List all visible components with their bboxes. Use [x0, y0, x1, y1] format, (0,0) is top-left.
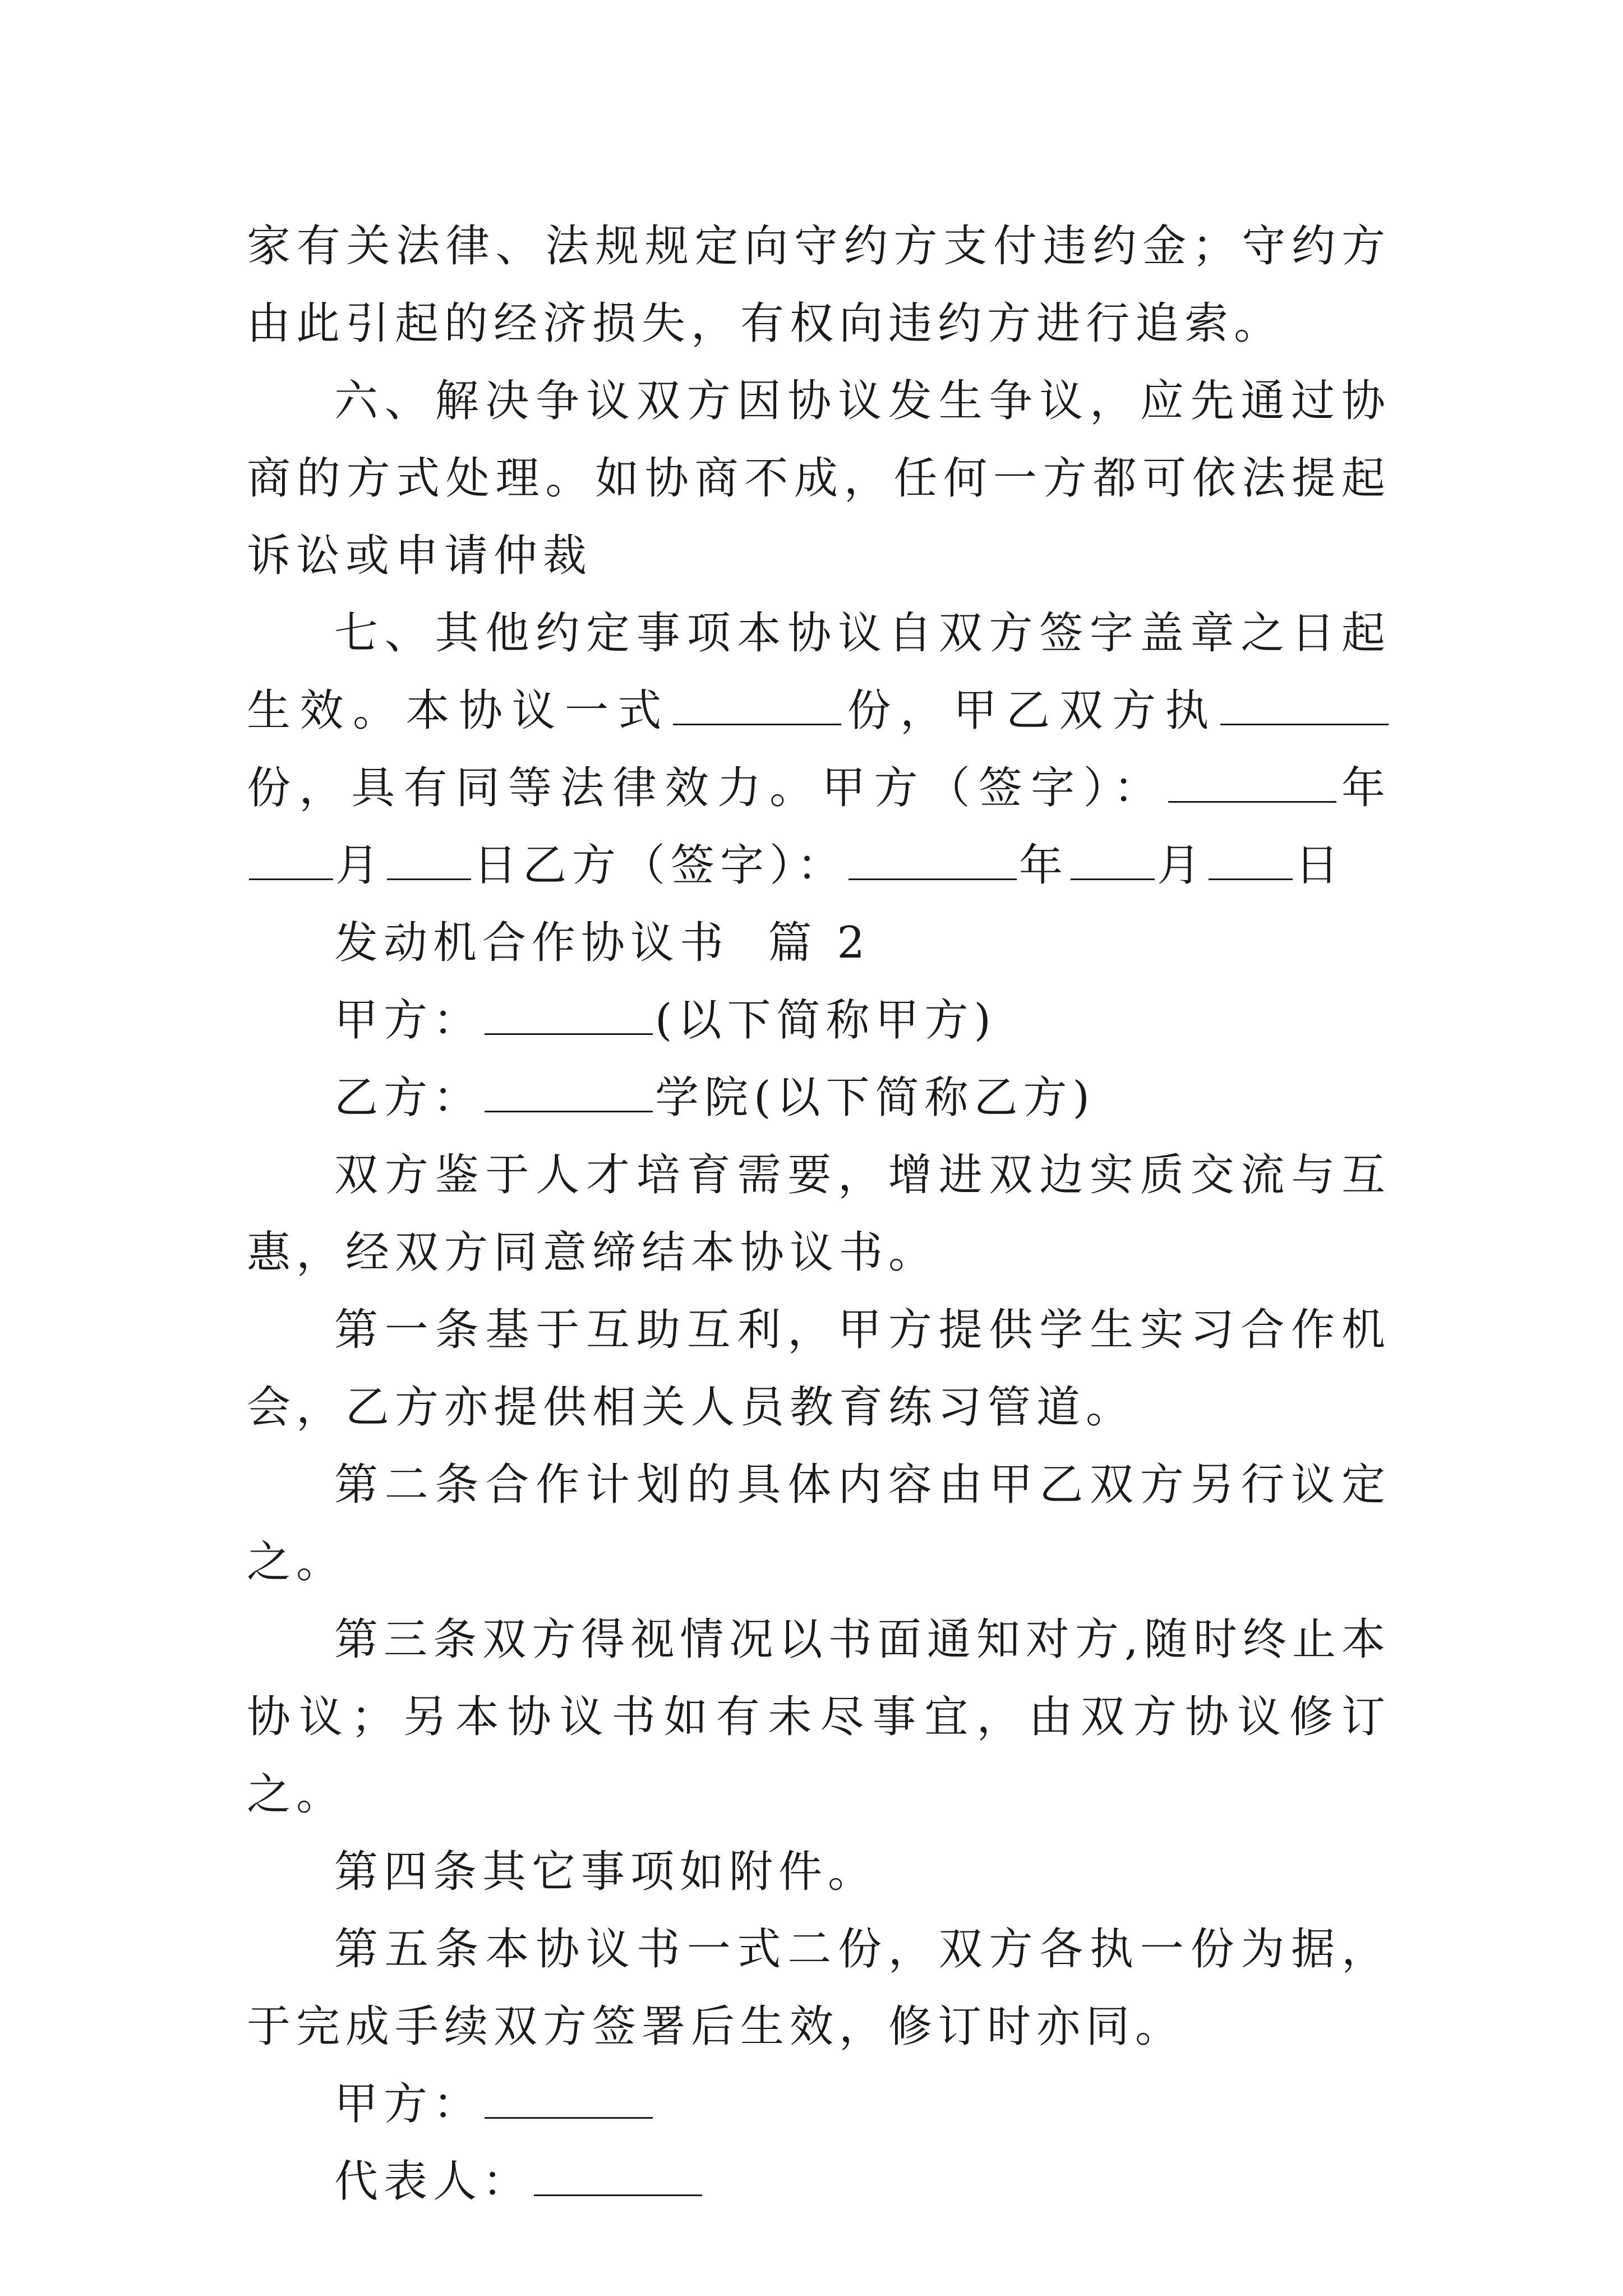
blank-party-b-name [485, 1071, 653, 1112]
blank-copies-each [1220, 684, 1389, 725]
text-segment: 月 [1157, 840, 1207, 891]
paragraph-other-terms [247, 595, 1391, 904]
blank-party-a-name [485, 994, 653, 1035]
text-segment: 发动机合作协议书 篇 2 [334, 918, 871, 968]
text-segment: 第三条双方得视情况以书面通知对方,随时终止本协议；另本协议书如有未尽事宜，由双方协议修订之。 [247, 1614, 1391, 1820]
paragraph-dispute-resolution [247, 362, 1391, 595]
paragraph-article-3 [247, 1601, 1391, 1833]
paragraph-sign-party-a [247, 2065, 1391, 2143]
text-segment: 年 [1019, 840, 1069, 891]
text-segment: 六、解决争议双方因协议发生争议，应先通过协商的方式处理。如协商不成，任何一方都可依法提起诉讼或申请仲裁 [247, 376, 1391, 581]
text-segment: 学院(以下简称乙方) [655, 1073, 1095, 1123]
text-segment: 家有关法律、法规规定向守约方支付违约金；守约方由此引起的经济损失，有权向违约方进行追索。 [247, 221, 1391, 349]
text-segment: (以下简称甲方) [655, 995, 997, 1046]
text-segment: 月 [335, 840, 385, 891]
paragraph-party-a [247, 982, 1391, 1059]
text-segment: 甲方： [334, 995, 483, 1046]
text-segment: 七、其他约定事项本协议自双方签字盖章之日起生效。本协议一式 [247, 608, 1391, 736]
blank-party-a-month [249, 839, 333, 880]
paragraph-article-2 [247, 1446, 1391, 1601]
text-segment: 第四条其它事项如附件。 [334, 1847, 878, 1897]
text-segment: 日乙方（签字）： [473, 840, 847, 891]
text-segment: 乙方： [334, 1073, 483, 1123]
text-segment: 第一条基于互助互利，甲方提供学生实习合作机会，乙方亦提供相关人员教育练习管道。 [247, 1305, 1391, 1433]
text-segment: 份，甲乙双方执 [843, 685, 1218, 736]
paragraph-sign-representative [247, 2143, 1391, 2220]
paragraph-article-5 [247, 1911, 1391, 2065]
blank-party-b-month [1071, 839, 1155, 880]
document-body [247, 208, 1391, 2220]
paragraph-penalty-clause [247, 208, 1391, 362]
text-segment: 日 [1295, 840, 1345, 891]
text-segment: 双方鉴于人才培育需要，增进双边实质交流与互惠，经双方同意缔结本协议书。 [247, 1150, 1391, 1278]
blank-sign-representative [534, 2155, 702, 2196]
blank-party-a-day [387, 839, 471, 880]
blank-party-a-signature [1168, 762, 1336, 803]
text-segment: 第二条合作计划的具体内容由甲乙双方另行议定之。 [247, 1460, 1391, 1588]
section-heading [247, 904, 1391, 982]
text-segment: 甲方： [334, 2079, 483, 2129]
blank-party-b-signature [849, 839, 1017, 880]
text-segment: 第五条本协议书一式二份，双方各执一份为据，于完成手续双方签署后生效，修订时亦同。 [247, 1924, 1391, 2052]
paragraph-article-4 [247, 1833, 1391, 1911]
text-segment: 代表人： [334, 2156, 532, 2207]
paragraph-party-b [247, 1059, 1391, 1137]
blank-party-b-day [1209, 839, 1293, 880]
blank-sign-party-a [485, 2078, 653, 2119]
blank-copies-count [673, 684, 841, 725]
paragraph-article-1 [247, 1291, 1391, 1446]
text-segment: 年 [1338, 763, 1391, 813]
text-segment: 份，具有同等法律效力。甲方（签字）： [247, 763, 1166, 813]
paragraph-preamble [247, 1137, 1391, 1291]
